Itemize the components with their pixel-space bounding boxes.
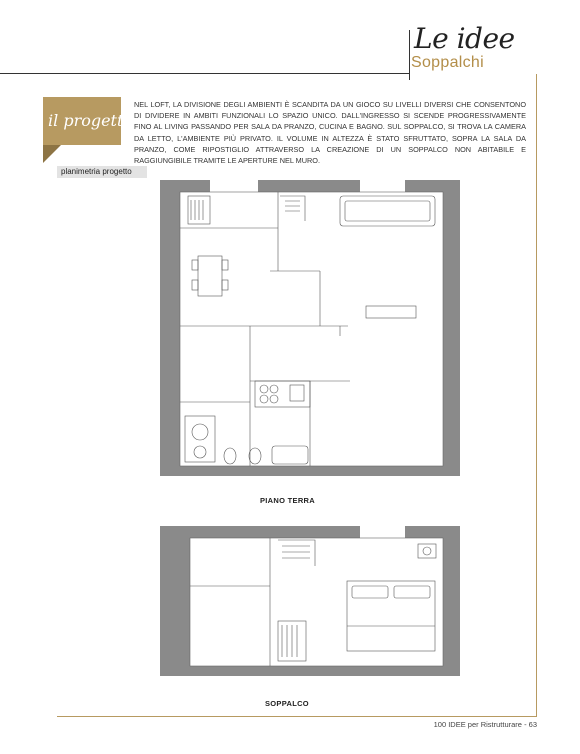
frame-bottom-line <box>57 716 537 717</box>
intro-paragraph: NEL LOFT, LA DIVISIONE DEGLI AMBIENTI È SCANDITA DA UN GIOCO SU LIVELLI DIVERSI CHE CONSENTONO DI DIVIDERE IN AMBITI FUNZIONALI LO SPAZIO UNICO. DALL'INGRESSO SI SCENDE PROGRESSIVAMENTE FINO AL LIVING PASSANDO PER SALA DA PRANZO, CUCINA E BAGNO. SUL SOPPALCO, SI TROVA LA CAMERA DA LETTO, L'AMBIENTE PIÙ PRIVATO. IL VOLUME IN ALTEZZA È STATO SFRUTTATO, SOPRA LA SALA DA PRANZO, COME RIPOSTIGLIO ATTRAVERSO LA CREAZIONE DI UN SOPPALCO NON ABITABILE E RAGGIUNGIBILE TRAMITE LE APERTURE NEL MURO. <box>134 100 526 166</box>
ground-floor-label: PIANO TERRA <box>260 496 315 505</box>
project-badge-fold <box>43 145 61 163</box>
header-divider <box>409 30 410 80</box>
ground-floor-plan <box>160 180 460 476</box>
page-footer: 100 IDEE per Ristrutturare - 63 <box>433 720 537 729</box>
section-logo-subtitle: Soppalchi <box>411 54 484 71</box>
plan-tag: planimetria progetto <box>57 166 147 178</box>
header-rule <box>0 73 410 74</box>
floor-plan-drawing <box>160 176 460 696</box>
project-badge-label: il progetto <box>48 111 134 130</box>
section-logo-title: Le idee <box>414 22 515 55</box>
frame-right-line <box>536 74 537 717</box>
mezzanine-plan <box>160 526 460 676</box>
mezzanine-label: SOPPALCO <box>265 699 309 708</box>
